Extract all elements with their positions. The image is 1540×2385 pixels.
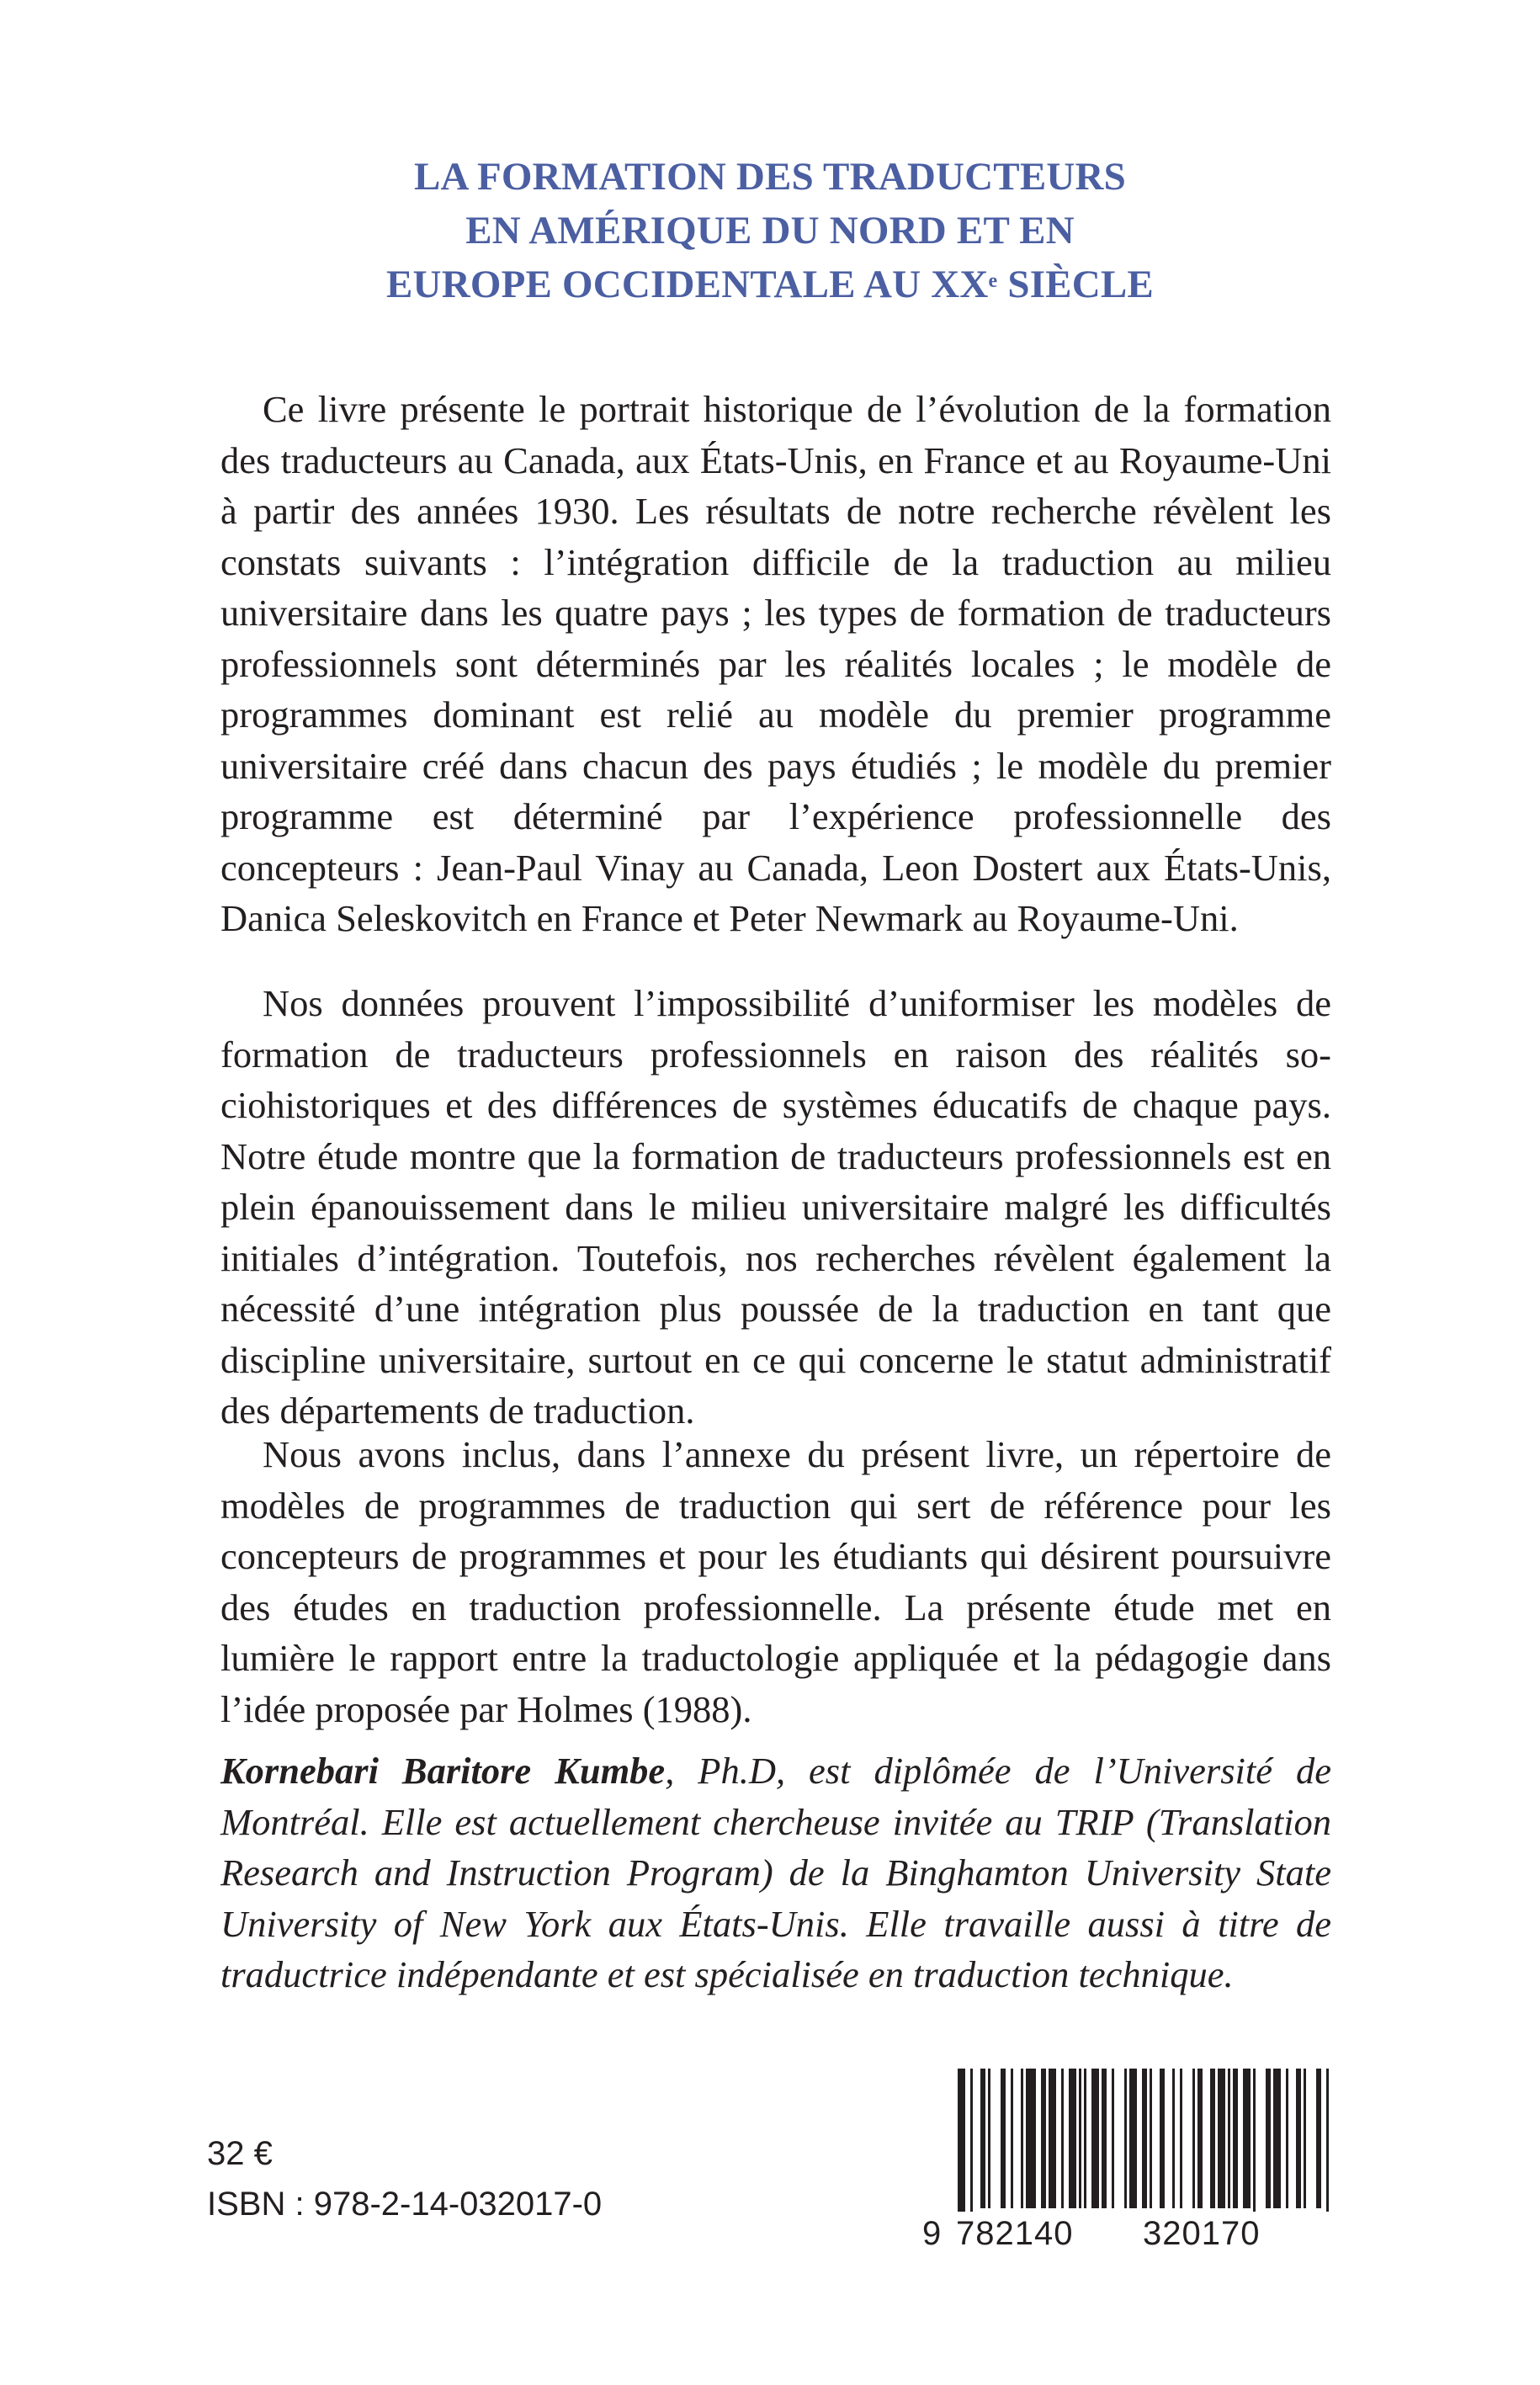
barcode-bar	[1129, 2069, 1137, 2208]
barcode-bar	[1172, 2069, 1175, 2208]
barcode-bar	[1112, 2069, 1114, 2208]
book-title	[168, 150, 1372, 311]
barcode-bar	[958, 2069, 965, 2212]
barcode-bar	[980, 2069, 985, 2208]
barcode-bar	[1273, 2069, 1281, 2208]
title-line-2: EN AMÉRIQUE DU NORD ET EN	[465, 209, 1075, 252]
price-label: 32 €	[207, 2135, 273, 2172]
barcode-bar	[1316, 2069, 1321, 2208]
barcode-bar	[1069, 2069, 1076, 2208]
barcode-bar	[1228, 2069, 1230, 2208]
barcode-bar	[1304, 2069, 1306, 2208]
title-line-3-post: SIÈCLE	[997, 263, 1154, 306]
paragraph-2-text: Nos données prouvent l’impossibilité d’uniformiser les modèles de formation de traducteurs professionnels en raison des réalités sociohistoriques et des différences de systèmes éducatifs de chaque pays. Notre étude montre que la formation de traducteurs professionnels est en plein épanouissement dans le milieu universitaire malgré les difficultés initiales d’intégration. Toutefois, nos recherches révèlent également la nécessité d’une intégration plus poussée de la traduction en tant que discipline universitaire, surtout en ce qui concerne le statut administratif des départements de traduction.	[220, 982, 1331, 1432]
barcode-bar	[1296, 2069, 1301, 2208]
barcode-bar	[1180, 2069, 1182, 2208]
barcode-bar	[1243, 2069, 1251, 2208]
barcode-bar	[1266, 2069, 1271, 2208]
barcode-bar	[970, 2069, 973, 2212]
title-superscript: e	[988, 270, 998, 292]
barcode-bar	[1061, 2069, 1064, 2208]
barcode-right-group: 320170	[1143, 2215, 1261, 2252]
barcode-bar	[1049, 2069, 1056, 2208]
summary-paragraph-1	[220, 384, 1331, 944]
barcode-bar	[1253, 2069, 1256, 2212]
barcode-bar	[1218, 2069, 1225, 2208]
barcode-bar	[1150, 2069, 1152, 2208]
barcode-bar	[1233, 2069, 1238, 2208]
barcode-bar	[1142, 2069, 1147, 2208]
author-bio-text: , Ph.D, est diplômée de l’Université de Montréal. Elle est actuellement chercheuse invitée au TRIP (Translation Research and Instruction Program) de la Binghamton University State University of New York aux États-Unis. Elle travaille aussi à titre de traductrice indépendante et est spécialisée en traduction technique.	[220, 1750, 1331, 1995]
barcode-bar	[1286, 2069, 1288, 2208]
barcode-bar	[1197, 2069, 1203, 2208]
barcode-bar	[1079, 2069, 1081, 2208]
summary-paragraph-3	[220, 1429, 1331, 1734]
barcode-bar	[1160, 2069, 1165, 2208]
author-bio	[220, 1745, 1331, 2000]
isbn-label: ISBN : 978-2-14-032017-0	[207, 2186, 603, 2223]
summary-paragraph-2	[220, 978, 1331, 1437]
barcode-bar	[1326, 2069, 1329, 2212]
paragraph-1-text: Ce livre présente le portrait historique de l’évolution de la formation des traducteurs au Canada, aux États-Unis, en France et au Royaume-Uni à partir des années 1930. Les résultats de notre recherche révèlent les constats suivants : l’intégration difficile de la traduction au milieu universitaire dans les quatre pays ; les types de formation de traducteurs professionnels sont déterminés par les réalités locales ; le modèle de programmes dominant est relié au modèle du premier programme universitaire créé dans chacun des pays étudiés ; le modèle du premier programme est déterminé par l’expérience professionnelle des concepteurs : Jean-Paul Vinay au Canada, Leon Dostert aux États-Unis, Danica Seleskovitch en France et Peter Newmark au Royaume-Uni.	[220, 388, 1331, 939]
barcode-first-digit: 9	[922, 2215, 943, 2252]
barcode-bar	[1210, 2069, 1215, 2208]
barcode-bar	[988, 2069, 990, 2208]
barcode-bar	[1001, 2069, 1006, 2208]
title-line-1: LA FORMATION DES TRADUCTEURS	[413, 155, 1127, 199]
barcode-bar	[1026, 2069, 1036, 2208]
barcode-bar	[1102, 2069, 1107, 2208]
title-line-3-pre: EUROPE OCCIDENTALE AU XX	[386, 263, 989, 306]
author-name: Kornebari Baritore Kumbe	[220, 1750, 666, 1792]
title-line-3	[168, 258, 1372, 311]
barcode-bar	[1124, 2069, 1127, 2208]
barcode-bar	[1021, 2069, 1023, 2208]
barcode-left-group: 782140	[956, 2215, 1074, 2252]
barcode-bar	[1091, 2069, 1099, 2208]
paragraph-3-text: Nous avons inclus, dans l’annexe du présent livre, un répertoire de modèles de programmes de traduction qui sert de référence pour les concepteurs de programmes et pour les étudiants qui désirent poursuivre des études en traduction professionnelle. La présente étude met en lumière le rapport entre la traductologie appliquée et la pédagogie dans l’idée proposée par Holmes (1988).	[220, 1433, 1331, 1730]
barcode-bar	[1041, 2069, 1046, 2208]
barcode-bars-icon	[921, 2069, 1330, 2212]
barcode-bar	[1011, 2069, 1013, 2208]
barcode-bar	[1084, 2069, 1086, 2208]
barcode-bar	[1192, 2069, 1195, 2208]
